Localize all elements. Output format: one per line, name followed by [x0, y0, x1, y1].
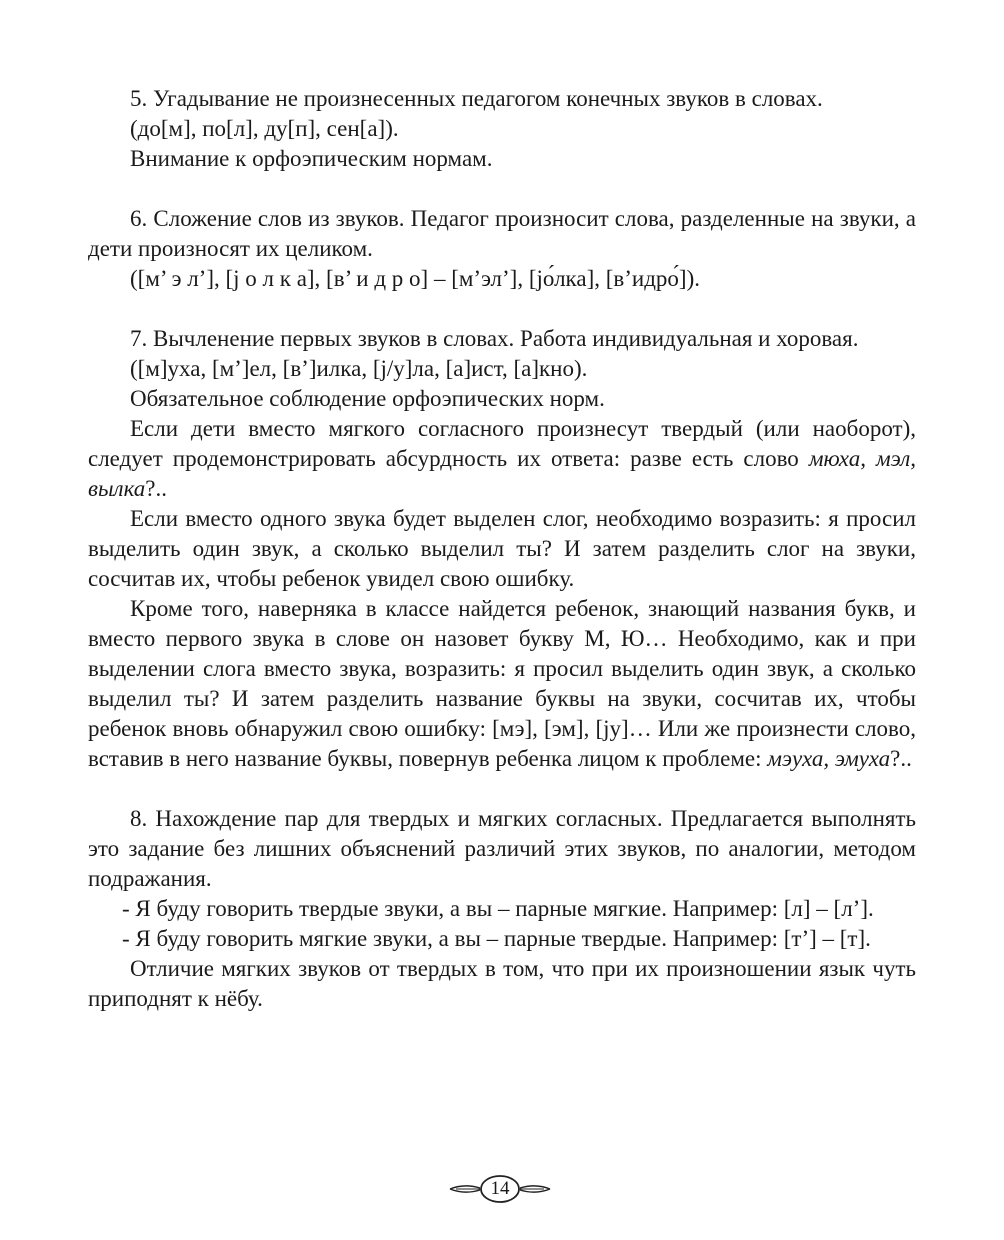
page-footer: [0, 1172, 1004, 1206]
spacer: [88, 774, 916, 804]
s7-line1: 7. Вычленение первых звуков в словах. Работа индивидуальная и хоровая.: [130, 326, 859, 351]
s8-dialogue2: - Я буду говорить мягкие звуки, а вы – парные твердые. Например: [т’] – [т].: [122, 926, 871, 951]
spacer: [88, 174, 916, 204]
page-body: [88, 84, 916, 1014]
s5-line3: Внимание к орфоэпическим нормам.: [130, 146, 493, 171]
s7-line2: ([м]уха, [м’]ел, [в’]илка, [j/у]ла, [а]ист, [а]кно).: [130, 356, 588, 381]
s7-line3: Обязательное соблюдение орфоэпических норм.: [130, 386, 605, 411]
s6-line2: ([м’ э л’], [j о л к а], [в’ и д р о] – [м’эл’], [jо́лка], [в’идро́]).: [130, 266, 701, 291]
spacer: [88, 294, 916, 324]
s7-p1-italic: мюха, мэл, вылка: [88, 446, 916, 501]
s7-paragraph3: [88, 594, 916, 774]
s8-line1: 8. Нахождение пар для твердых и мягких согласных. Предлагается выполнять это задание без лишних объяснений различий этих звуков, по аналогии, методом подражания.: [88, 806, 916, 891]
s8-paragraph1: Отличие мягких звуков от твердых в том, что при их произношении язык чуть приподнят к нёбу.: [88, 956, 916, 1011]
s8-dialogue1: - Я буду говорить твердые звуки, а вы – парные мягкие. Например: [л] – [л’].: [122, 896, 874, 921]
s5-line2: (до[м], по[л], ду[п], сен[а]).: [130, 116, 399, 141]
s7-paragraph2: Если вместо одного звука будет выделен слог, необходимо возразить: я просил выделить один звук, а сколько выделил ты? И затем разделить слог на звуки, сосчитав их, чтобы ребенок увидел свою ошибку.: [88, 506, 916, 591]
page-number: 14: [490, 1178, 510, 1199]
s7-paragraph1: [88, 414, 916, 504]
s7-p1-text: Если дети вместо мягкого согласного произнесут твердый (или наоборот), следует продемонстрировать абсурдность их ответа: разве есть слово: [88, 416, 916, 471]
s7-p3-text: Кроме того, наверняка в классе найдется ребенок, знающий названия букв, и вместо первого звука в слове он назовет букву М, Ю… Необходимо, как и при выделении слога вместо звука, возразить: я просил выделить один звук, а сколько выделил ты? И затем разделить название буквы на звуки, сосчитав их, чтобы ребенок вновь обнаружил свою ошибку: [мэ], [эм], [jу]… Или же произнести слово, вставив в него название буквы, повернув ребенка лицом к проблеме:: [88, 596, 916, 771]
s7-p3-italic: мэуха, эмуха: [767, 746, 891, 771]
s7-p3-end: ?..: [890, 746, 912, 771]
s6-line1: 6. Сложение слов из звуков. Педагог произносит слова, разделенные на звуки, а дети произносят их целиком.: [88, 206, 916, 261]
s5-line1: 5. Угадывание не произнесенных педагогом конечных звуков в словах.: [130, 86, 823, 111]
s7-p1-end: ?..: [145, 476, 167, 501]
